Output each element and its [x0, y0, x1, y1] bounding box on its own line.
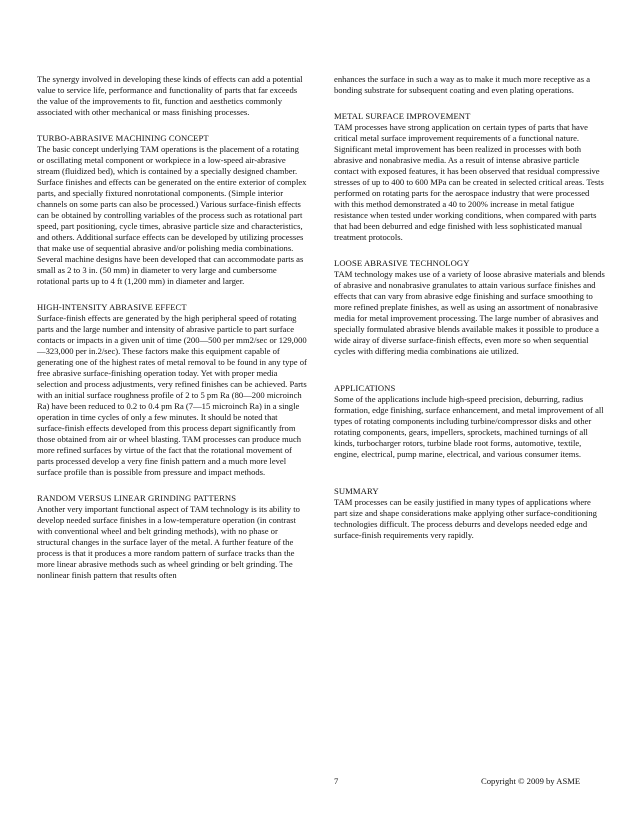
section-body: Another very important functional aspect of TAM technology is its ability to develop needed surface finishes in a low-temperature operation (in contrast with conventional wheel and belt grinding methods), with no phase or structural changes in the surface layer of the metal. A further feature of the process is that it produces a more random pattern of surface tracks than the more linear abrasive methods such as wheel grinding or belt grinding. The nonlinear finish pattern that results often — [37, 504, 300, 580]
right-column — [334, 74, 605, 556]
intro-section — [37, 74, 307, 118]
section-heading: TURBO-ABRASIVE MACHINING CONCEPT — [37, 133, 209, 143]
section-heading: METAL SURFACE IMPROVEMENT — [334, 111, 471, 121]
section-heading: APPLICATIONS — [334, 383, 396, 393]
section-random-vs-linear — [37, 493, 307, 581]
section-heading: RANDOM VERSUS LINEAR GRINDING PATTERNS — [37, 493, 237, 503]
section-high-intensity-abrasive — [37, 302, 307, 478]
page-number: 7 — [334, 776, 339, 786]
section-heading: LOOSE ABRASIVE TECHNOLOGY — [334, 258, 470, 268]
continuation-paragraph: enhances the surface in such a way as to make it much more receptive as a bonding substrate for subsequent coating and even plating operations. — [334, 74, 591, 95]
intro-paragraph: The synergy involved in developing these kinds of effects can add a potential value to service life, performance and functionality of parts that far exceeds the value of the improvements to fit, function and aesthetics commonly associated with other mechanical or mass finishing processes. — [37, 74, 303, 117]
section-body: TAM processes can be easily justified in many types of applications where part size and shape considerations make applying other surface-conditioning technologies difficult. The process deburrs and develops needed edge and surface-finish requirements very rapidly. — [334, 497, 597, 540]
section-body: Surface-finish effects are generated by the high peripheral speed of rotating parts and the large number and intensity of abrasive particle to part surface contacts or impacts in a given unit of time (200—500 per mm2/sec or 129,000—323,000 per in.2/sec). These factors make this equipment capable of generating one of the highest rates of metal removal to be found in any type of free abrasive surface-finishing operation today. Yet with proper media selection and process adjustments, very refined finishes can be achieved. Parts with an initial surface roughness profile of 2 to 5 pm Ra (80—200 microinch Ra) have been reduced to 0.2 to 0.4 pm Ra (7—15 microinch Ra) in a single operation in time cycles of only a few minutes. It should be noted that surface-finish effects developed from this process depart significantly from those obtained from air or wheel blasting. TAM processes can produce much more refined surfaces by virtue of the fact that the rotational movement of parts processed develop a very fine finish pattern and a much more level surface profile than is possible from pressure and impact methods. — [37, 313, 307, 477]
section-turbo-abrasive-machining — [37, 133, 307, 287]
copyright-notice: Copyright © 2009 by ASME — [481, 776, 581, 786]
section-metal-surface-improvement — [334, 111, 605, 243]
left-column — [37, 74, 307, 596]
section-summary — [334, 486, 605, 541]
section-body: The basic concept underlying TAM operations is the placement of a rotating or oscillating metal component or workpiece in a low-speed air-abrasive stream (fluidized bed), which is contained by a specially designed chamber. Surface finishes and effects can be generated on the entire exterior of complex parts, and specially fixtured nonrotational components. (Simple interior channels on some parts can also be processed.) Various surface-finish effects can be obtained by controlling variables of the process such as rotational part speed, part positioning, cycle times, abrasive particle size and characteristics, and others. Additional surface effects can be developed by utilizing processes that make use of sequential abrasive and/or polishing media combinations. Several machine designs have been developed that can accommodate parts as small as 2 to 3 in. (50 mm) in diameter to very large and cumbersome rotational parts up to 4 ft (1,200 mm) in diameter and larger. — [37, 144, 307, 286]
continuation-section — [334, 74, 605, 96]
section-loose-abrasive — [334, 258, 605, 357]
section-applications — [334, 383, 605, 460]
section-heading: SUMMARY — [334, 486, 379, 496]
section-heading: HIGH-INTENSITY ABRASIVE EFFECT — [37, 302, 187, 312]
section-body: Some of the applications include high-speed precision, deburring, radius formation, edge finishing, surface enhancement, and metal improvement of all types of rotating components including turbine/compressor disks and other rotating components, gears, impellers, sprockets, machined turnings of all kinds, turbocharger rotors, turbine blade root forms, automotive, textile, engine, electrical, pump marine, electrical, and various consumer items. — [334, 394, 604, 459]
section-body: TAM processes have strong application on certain types of parts that have critical metal surface improvement requirements of a functional nature. Significant metal improvement has been realized in processes with both abrasive and nonabrasive media. As a resuit of intense abrasive particle contact with exposed features, it has been observed that residual compressive stresses of up to 400 to 600 MPa can be created in selected critical areas. Tests performed on rotating parts for the aerospace industry that were processed with this method demonstrated a 40 to 200% increase in metal fatigue resistance when tested under working conditions, when compared with parts that had been deburred and edge finished with less sophisticated manual treatment protocols. — [334, 122, 604, 242]
section-body: TAM technology makes use of a variety of loose abrasive materials and blends of abrasive and nonabrasive granulates to attain various surface finishes and effects that can vary from abrasive edge finishing and surface smoothing to more refined preplate finishes, as well as using an assortment of nonabrasive media for metal improvement processing. The large number of abrasives and specially formulated abrasive blends available makes it possible to produce a wide airay of diverse surface-finish effects, even more so when sequential cycles with differing media combinations aie utilized. — [334, 269, 605, 356]
